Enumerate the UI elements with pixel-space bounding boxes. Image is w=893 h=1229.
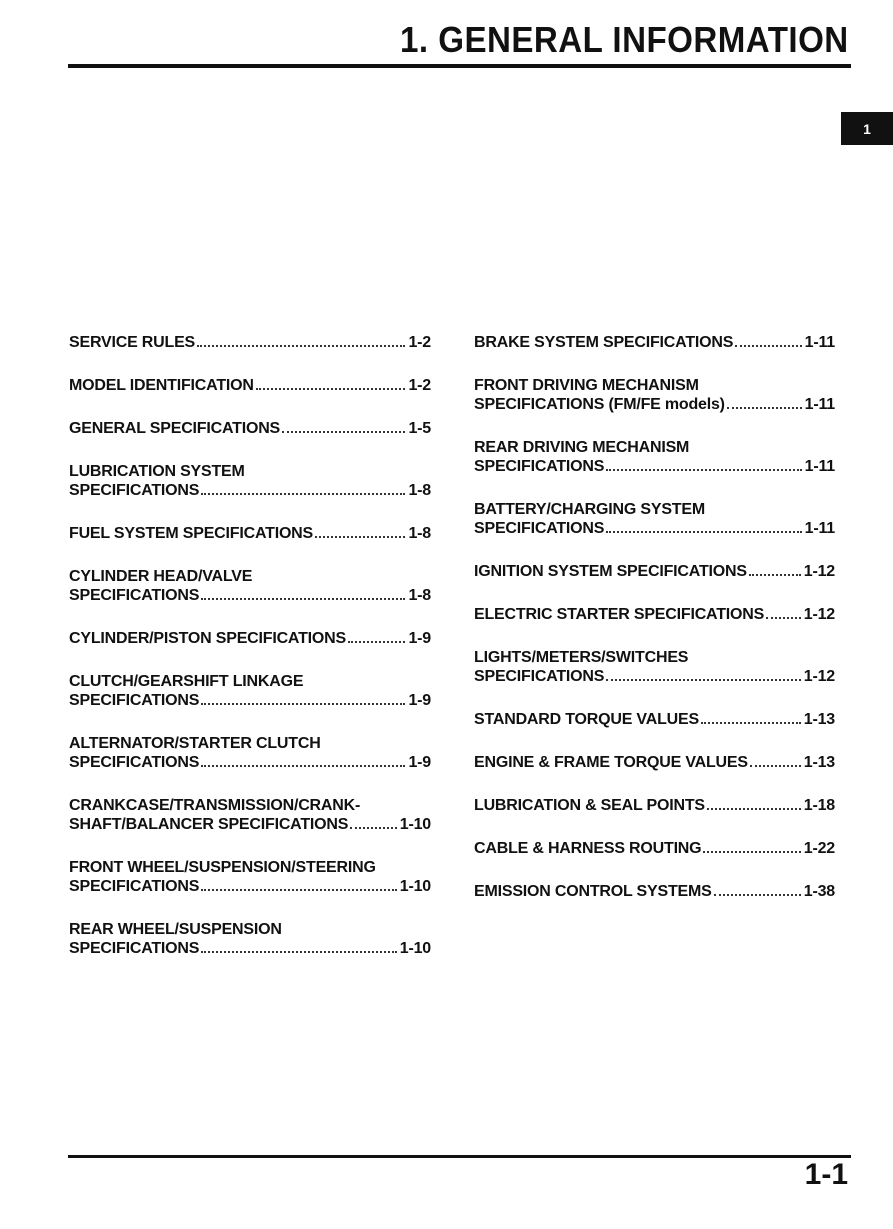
toc-entry-line bbox=[474, 500, 835, 519]
toc-entry-page: 1-11 bbox=[804, 396, 835, 413]
toc-entry-title: SERVICE RULES bbox=[69, 334, 196, 351]
dot-leader bbox=[315, 536, 405, 538]
toc-entry-line bbox=[69, 672, 431, 691]
toc-entry-title: FUEL SYSTEM SPECIFICATIONS bbox=[69, 525, 314, 542]
toc-entry[interactable] bbox=[474, 839, 835, 858]
toc-entry-line bbox=[69, 524, 431, 543]
toc-entry-page: 1-8 bbox=[408, 525, 431, 542]
page-number: 1-1 bbox=[804, 1158, 848, 1191]
dot-leader bbox=[201, 889, 397, 891]
toc-entry-page: 1-9 bbox=[408, 754, 431, 771]
toc-entry[interactable] bbox=[474, 438, 835, 476]
toc-entry[interactable] bbox=[69, 462, 431, 500]
toc-entry-title: SPECIFICATIONS bbox=[69, 940, 200, 957]
toc-entry-page: 1-12 bbox=[803, 668, 835, 685]
dot-leader bbox=[201, 598, 405, 600]
toc-entry-line bbox=[69, 796, 431, 815]
toc-entry-title: EMISSION CONTROL SYSTEMS bbox=[474, 883, 712, 900]
toc-entry[interactable] bbox=[474, 333, 835, 352]
toc-entry-line bbox=[474, 753, 835, 772]
toc-entry-page: 1-2 bbox=[408, 377, 431, 394]
toc-entry-page: 1-12 bbox=[803, 563, 835, 580]
dot-leader bbox=[606, 531, 801, 533]
toc-entry-title: BRAKE SYSTEM SPECIFICATIONS bbox=[474, 334, 734, 351]
toc-entry-line bbox=[69, 333, 431, 352]
toc-entry-line bbox=[474, 438, 835, 457]
toc-entry-page: 1-11 bbox=[804, 458, 835, 475]
title-rule bbox=[68, 64, 851, 68]
toc-entry-title: CLUTCH/GEARSHIFT LINKAGE bbox=[69, 673, 304, 690]
toc-entry-page: 1-2 bbox=[408, 334, 431, 351]
section-tab-label: 1 bbox=[863, 120, 871, 137]
dot-leader bbox=[727, 407, 802, 409]
dot-leader bbox=[201, 493, 405, 495]
toc-entry-title: SPECIFICATIONS bbox=[69, 587, 200, 604]
toc-entry-line bbox=[474, 605, 835, 624]
dot-leader bbox=[701, 722, 801, 724]
dot-leader bbox=[350, 827, 397, 829]
toc-entry-title: IGNITION SYSTEM SPECIFICATIONS bbox=[474, 563, 747, 580]
dot-leader bbox=[256, 388, 406, 390]
toc-entry-page: 1-18 bbox=[803, 797, 835, 814]
toc-entry[interactable] bbox=[474, 376, 835, 414]
toc-entry[interactable] bbox=[474, 605, 835, 624]
toc-entry-page: 1-11 bbox=[804, 334, 835, 351]
dot-leader bbox=[348, 641, 405, 643]
toc-entry-page: 1-13 bbox=[803, 754, 835, 771]
toc-entry-line bbox=[69, 462, 431, 481]
toc-entry[interactable] bbox=[474, 796, 835, 815]
toc-entry-title: BATTERY/CHARGING SYSTEM bbox=[474, 501, 705, 518]
toc-entry[interactable] bbox=[474, 882, 835, 901]
toc-entry-line bbox=[69, 920, 431, 939]
toc-entry[interactable] bbox=[69, 629, 431, 648]
toc-entry-line bbox=[474, 333, 835, 352]
toc-entry-page: 1-10 bbox=[399, 816, 431, 833]
toc-entry-line bbox=[474, 796, 835, 815]
toc-entry[interactable] bbox=[69, 419, 431, 438]
dot-leader bbox=[282, 431, 405, 433]
toc-entry-line bbox=[474, 457, 835, 476]
toc-entry-line bbox=[69, 877, 431, 896]
toc-entry-title: LUBRICATION & SEAL POINTS bbox=[474, 797, 705, 814]
dot-leader bbox=[766, 617, 801, 619]
toc-entry[interactable] bbox=[69, 567, 431, 605]
toc-entry-title: SPECIFICATIONS bbox=[69, 878, 200, 895]
toc-entry-line bbox=[474, 882, 835, 901]
toc-entry-line bbox=[474, 667, 835, 686]
toc-entry-title: CYLINDER HEAD/VALVE bbox=[69, 568, 253, 585]
toc-entry-page: 1-11 bbox=[804, 520, 835, 537]
dot-leader bbox=[606, 679, 801, 681]
dot-leader bbox=[707, 808, 801, 810]
toc-entry[interactable] bbox=[474, 648, 835, 686]
toc-entry-title: ELECTRIC STARTER SPECIFICATIONS bbox=[474, 606, 765, 623]
dot-leader bbox=[749, 574, 801, 576]
toc-entry-line bbox=[69, 586, 431, 605]
dot-leader bbox=[197, 345, 405, 347]
toc-entry-title: LUBRICATION SYSTEM bbox=[69, 463, 245, 480]
toc-entry-title: GENERAL SPECIFICATIONS bbox=[69, 420, 281, 437]
toc-entry-page: 1-38 bbox=[803, 883, 835, 900]
toc-entry-title: SHAFT/BALANCER SPECIFICATIONS bbox=[69, 816, 349, 833]
dot-leader bbox=[735, 345, 801, 347]
toc-entry-line bbox=[69, 419, 431, 438]
dot-leader bbox=[201, 703, 405, 705]
toc-entry-line bbox=[474, 648, 835, 667]
toc-entry-line bbox=[69, 753, 431, 772]
toc-entry-title: LIGHTS/METERS/SWITCHES bbox=[474, 649, 689, 666]
dot-leader bbox=[606, 469, 801, 471]
toc-entry[interactable] bbox=[69, 333, 431, 352]
toc-entry-title: SPECIFICATIONS bbox=[474, 668, 605, 685]
toc-entry-line bbox=[474, 395, 835, 414]
toc-entry-line bbox=[474, 710, 835, 729]
toc-entry-line bbox=[69, 481, 431, 500]
toc-entry[interactable] bbox=[69, 376, 431, 395]
toc-entry[interactable] bbox=[69, 672, 431, 710]
toc-entry[interactable] bbox=[69, 524, 431, 543]
toc-column-left bbox=[69, 333, 431, 958]
toc-entry-title: REAR WHEEL/SUSPENSION bbox=[69, 921, 282, 938]
toc-entry[interactable] bbox=[69, 858, 431, 896]
toc-entry-title: SPECIFICATIONS (FM/FE models) bbox=[474, 396, 725, 413]
toc-entry-page: 1-9 bbox=[408, 630, 431, 647]
toc-entry-line bbox=[69, 691, 431, 710]
toc-entry-title: SPECIFICATIONS bbox=[69, 692, 200, 709]
toc-entry-title: FRONT DRIVING MECHANISM bbox=[474, 377, 699, 394]
toc-entry[interactable] bbox=[474, 562, 835, 581]
toc-entry-title: REAR DRIVING MECHANISM bbox=[474, 439, 690, 456]
toc-entry[interactable] bbox=[69, 920, 431, 958]
toc-entry-line bbox=[69, 858, 431, 877]
toc-entry-line bbox=[474, 519, 835, 538]
toc-entry-line bbox=[474, 839, 835, 858]
toc-entry-title: ALTERNATOR/STARTER CLUTCH bbox=[69, 735, 321, 752]
toc-entry-title: ENGINE & FRAME TORQUE VALUES bbox=[474, 754, 748, 771]
toc-entry-page: 1-13 bbox=[803, 711, 835, 728]
toc-entry-page: 1-22 bbox=[803, 840, 835, 857]
toc-entry-page: 1-8 bbox=[408, 587, 431, 604]
toc-entry-title: SPECIFICATIONS bbox=[474, 458, 605, 475]
dot-leader bbox=[201, 765, 405, 767]
toc-entry-line bbox=[69, 567, 431, 586]
toc-entry-title: SPECIFICATIONS bbox=[69, 482, 200, 499]
dot-leader bbox=[750, 765, 801, 767]
toc-entry[interactable] bbox=[474, 710, 835, 729]
toc-column-right bbox=[474, 333, 835, 901]
toc-entry-page: 1-10 bbox=[399, 940, 431, 957]
footer-rule bbox=[68, 1155, 851, 1158]
dot-leader bbox=[201, 951, 397, 953]
toc-entry-title: CYLINDER/PISTON SPECIFICATIONS bbox=[69, 630, 346, 647]
toc-entry-line bbox=[69, 629, 431, 648]
toc-entry-page: 1-5 bbox=[408, 420, 431, 437]
toc-entry-line bbox=[69, 939, 431, 958]
toc-entry-line bbox=[69, 376, 431, 395]
toc-entry-title: SPECIFICATIONS bbox=[69, 754, 200, 771]
toc-entry-line bbox=[474, 562, 835, 581]
toc-entry-line bbox=[69, 815, 431, 834]
toc-entry-page: 1-10 bbox=[399, 878, 431, 895]
toc-entry-title: SPECIFICATIONS bbox=[474, 520, 605, 537]
toc-entry-title: STANDARD TORQUE VALUES bbox=[474, 711, 699, 728]
dot-leader bbox=[714, 894, 801, 896]
toc-entry-title: CABLE & HARNESS ROUTING bbox=[474, 840, 702, 857]
section-tab bbox=[841, 112, 893, 145]
toc-entry-page: 1-12 bbox=[803, 606, 835, 623]
toc-entry-title: FRONT WHEEL/SUSPENSION/STEERING bbox=[69, 859, 376, 876]
page-title: 1. GENERAL INFORMATION bbox=[400, 19, 849, 60]
toc-entry[interactable] bbox=[474, 500, 835, 538]
dot-leader bbox=[703, 851, 800, 853]
toc-entry-line bbox=[474, 376, 835, 395]
toc-entry-page: 1-8 bbox=[408, 482, 431, 499]
toc-entry-page: 1-9 bbox=[408, 692, 431, 709]
toc-entry-title: MODEL IDENTIFICATION bbox=[69, 377, 254, 394]
toc-entry-line bbox=[69, 734, 431, 753]
toc-entry[interactable] bbox=[474, 753, 835, 772]
toc-entry-title: CRANKCASE/TRANSMISSION/CRANK- bbox=[69, 797, 361, 814]
toc-entry[interactable] bbox=[69, 734, 431, 772]
toc-entry[interactable] bbox=[69, 796, 431, 834]
